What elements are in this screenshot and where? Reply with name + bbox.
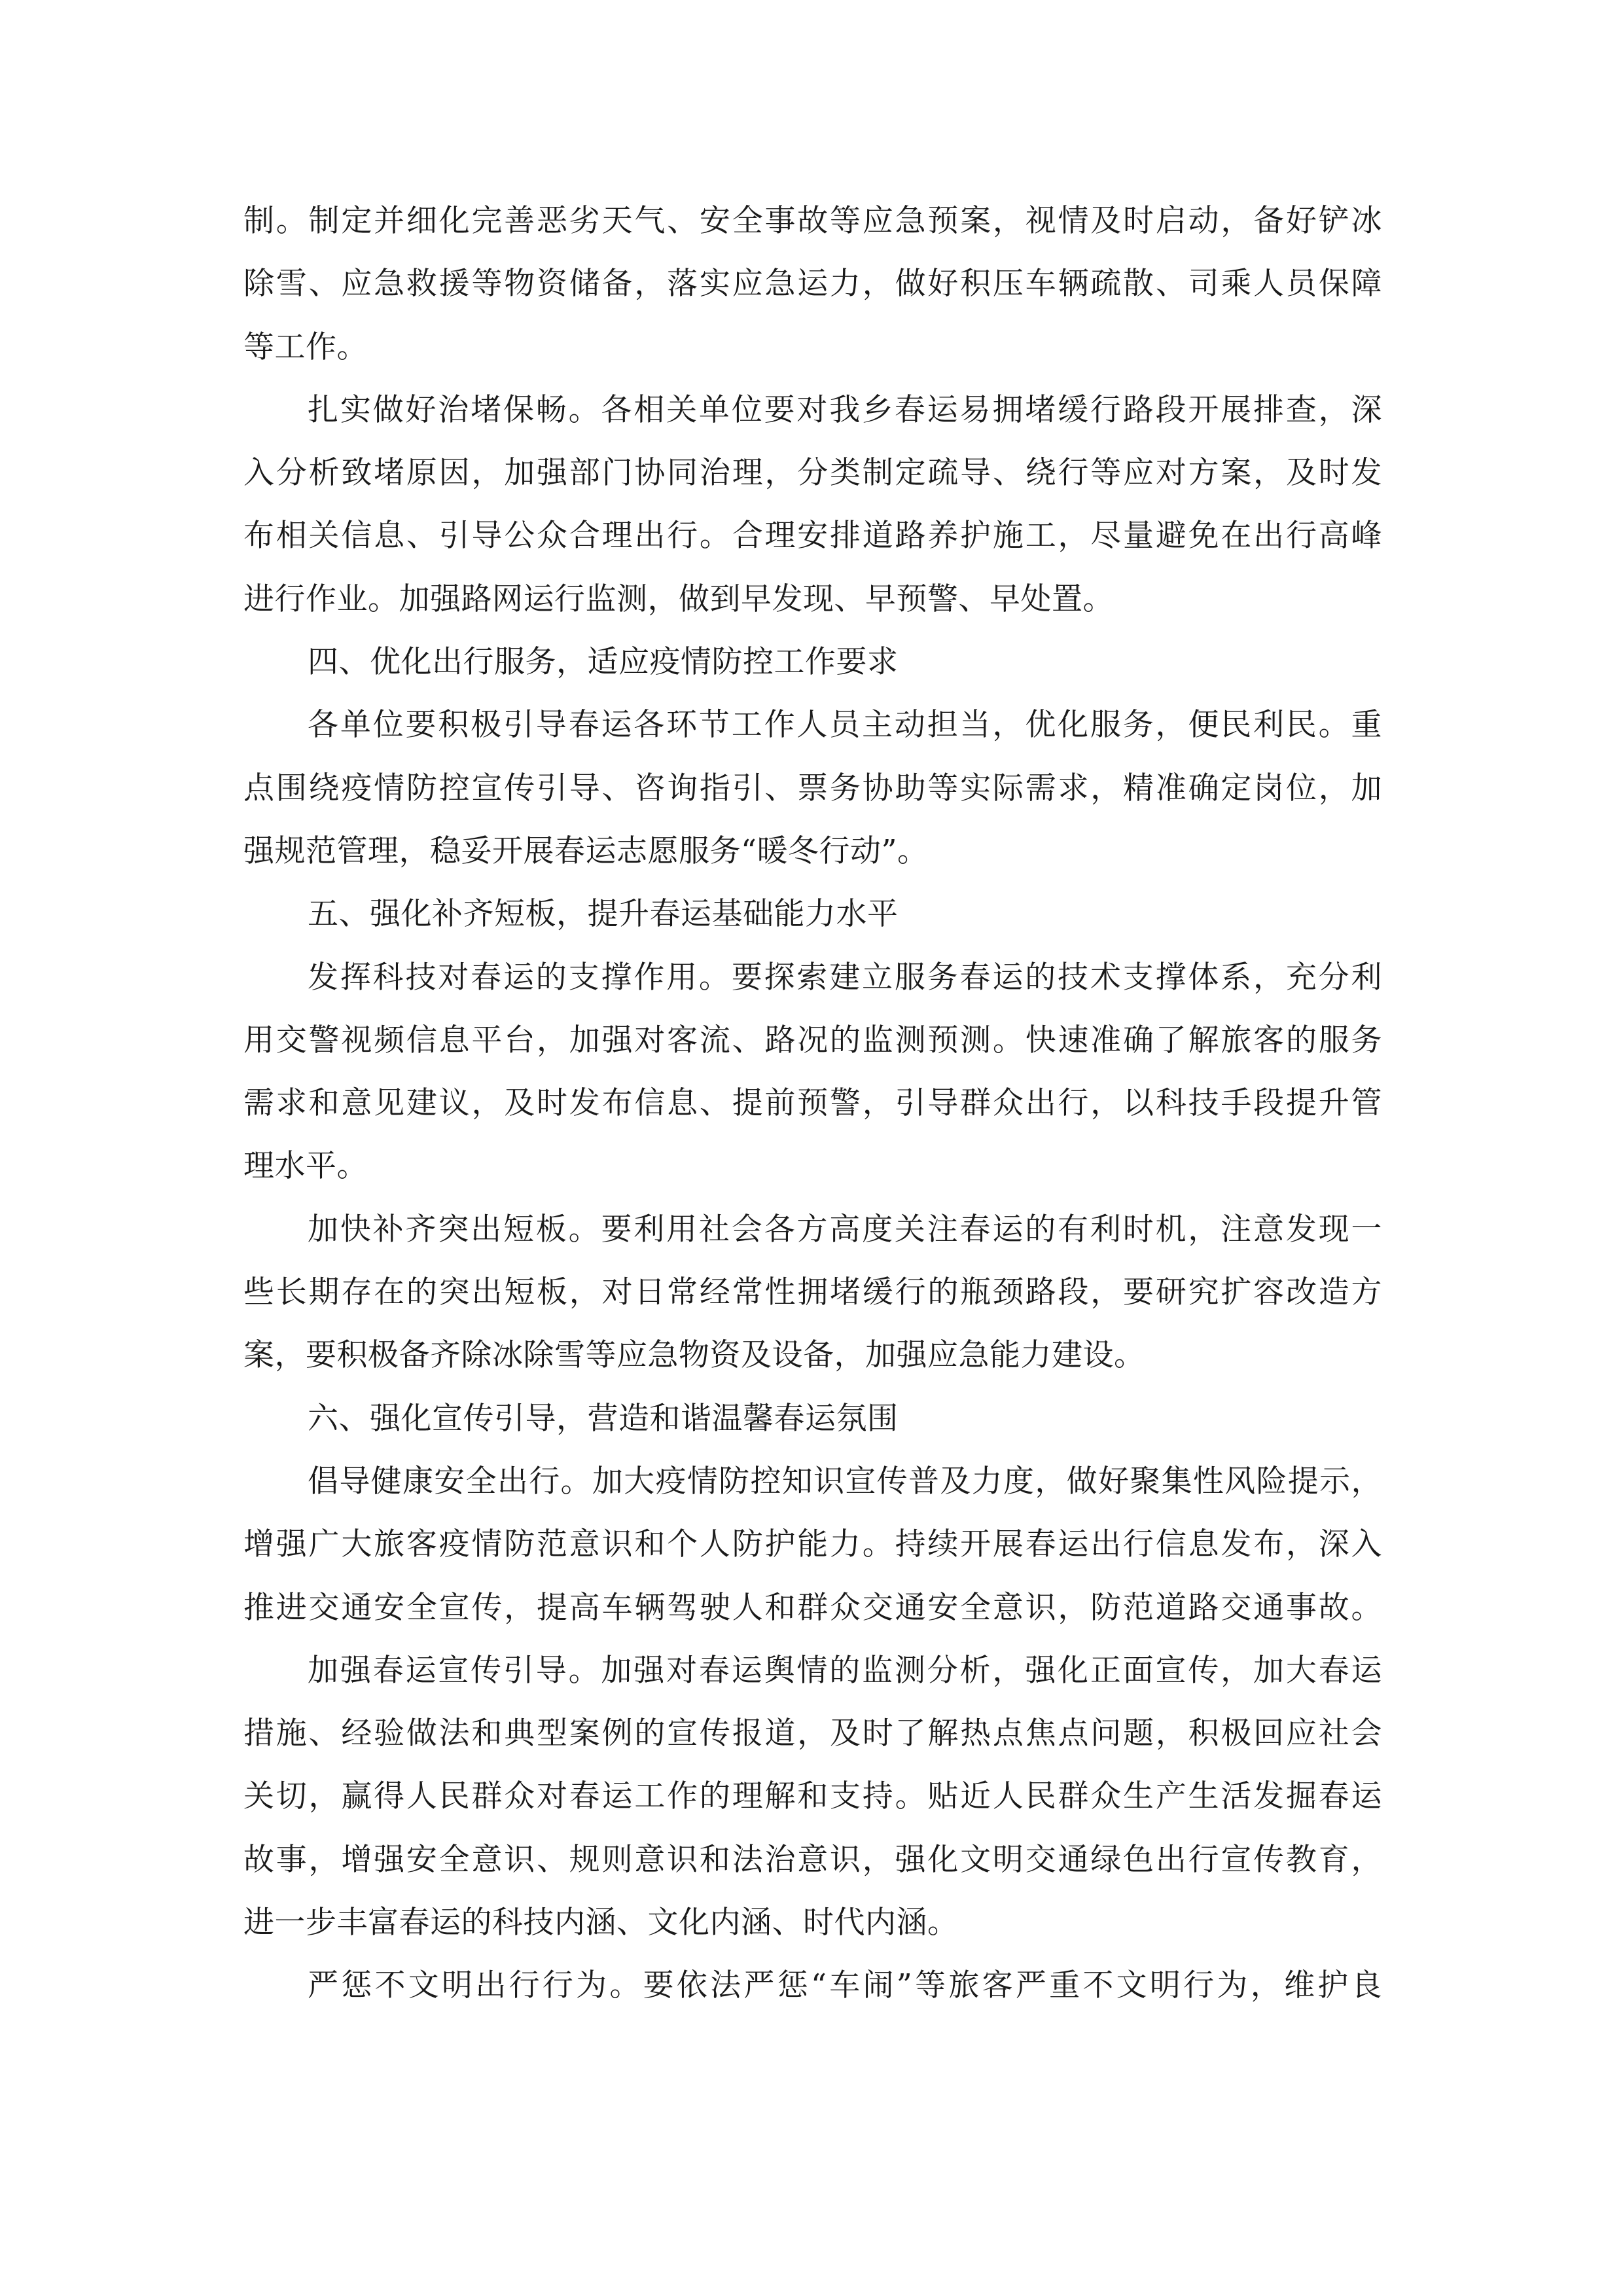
text-line: 案，要积极备齐除冰除雪等应急物资及设备，加强应急能力建设。 <box>243 1337 1145 1374</box>
text-line: 各单位要积极引导春运各环节工作人员主动担当，优化服务，便民利民。重 <box>308 707 1382 744</box>
text-line: 除雪、应急救援等物资储备，落实应急运力，做好积压车辆疏散、司乘人员保障 <box>243 266 1382 302</box>
text-line: 增强广大旅客疫情防范意识和个人防护能力。持续开展春运出行信息发布，深入 <box>243 1526 1382 1563</box>
text-line: 用交警视频信息平台，加强对客流、路况的监测预测。快速准确了解旅客的服务 <box>243 1022 1382 1058</box>
text-line: 入分析致堵原因，加强部门协同治理，分类制定疏导、绕行等应对方案，及时发 <box>243 455 1382 492</box>
text-line: 些长期存在的突出短板，对日常经常性拥堵缓行的瓶颈路段，要研究扩容改造方 <box>243 1274 1382 1311</box>
text-line: 故事，增强安全意识、规则意识和法治意识，强化文明交通绿色出行宣传教育， <box>243 1841 1382 1878</box>
text-line: 等工作。 <box>243 329 368 365</box>
text-line: 强规范管理，稳妥开展春运志愿服务“暖冬行动”。 <box>243 833 929 869</box>
text-line: 进一步丰富春运的科技内涵、文化内涵、时代内涵。 <box>243 1905 959 1941</box>
document-body <box>243 190 1382 2018</box>
text-line: 发挥科技对春运的支撑作用。要探索建立服务春运的技术支撑体系，充分利 <box>308 959 1382 996</box>
text-line: 点围绕疫情防控宣传引导、咨询指引、票务协助等实际需求，精准确定岗位，加 <box>243 770 1382 806</box>
text-line: 布相关信息、引导公众合理出行。合理安排道路养护施工，尽量避免在出行高峰 <box>243 518 1382 554</box>
text-line: 推进交通安全宣传，提高车辆驾驶人和群众交通安全意识，防范道路交通事故。 <box>243 1589 1382 1626</box>
text-line: 进行作业。加强路网运行监测，做到早发现、早预警、早处置。 <box>243 581 1114 617</box>
text-line: 严惩不文明出行行为。要依法严惩“车闹”等旅客严重不文明行为，维护良 <box>308 1967 1382 2004</box>
text-line: 加快补齐突出短板。要利用社会各方高度关注春运的有利时机，注意发现一 <box>308 1211 1382 1247</box>
text-line: 制。制定并细化完善恶劣天气、安全事故等应急预案，视情及时启动，备好铲冰 <box>243 203 1382 239</box>
text-line: 倡导健康安全出行。加大疫情防控知识宣传普及力度，做好聚集性风险提示， <box>308 1463 1382 1499</box>
text-line: 五、强化补齐短板，提升春运基础能力水平 <box>308 896 899 933</box>
text-line: 需求和意见建议，及时发布信息、提前预警，引导群众出行，以科技手段提升管 <box>243 1085 1382 1122</box>
text-line: 扎实做好治堵保畅。各相关单位要对我乡春运易拥堵缓行路段开展排查，深 <box>308 391 1382 428</box>
text-line: 关切，赢得人民群众对春运工作的理解和支持。贴近人民群众生产生活发掘春运 <box>243 1778 1382 1815</box>
text-line: 理水平。 <box>243 1148 368 1185</box>
text-line: 六、强化宣传引导，营造和谐温馨春运氛围 <box>308 1400 899 1437</box>
text-line: 加强春运宣传引导。加强对春运舆情的监测分析，强化正面宣传，加大春运 <box>308 1652 1382 1689</box>
text-line: 措施、经验做法和典型案例的宣传报道，及时了解热点焦点问题，积极回应社会 <box>243 1715 1382 1752</box>
text-line: 四、优化出行服务，适应疫情防控工作要求 <box>308 644 899 681</box>
